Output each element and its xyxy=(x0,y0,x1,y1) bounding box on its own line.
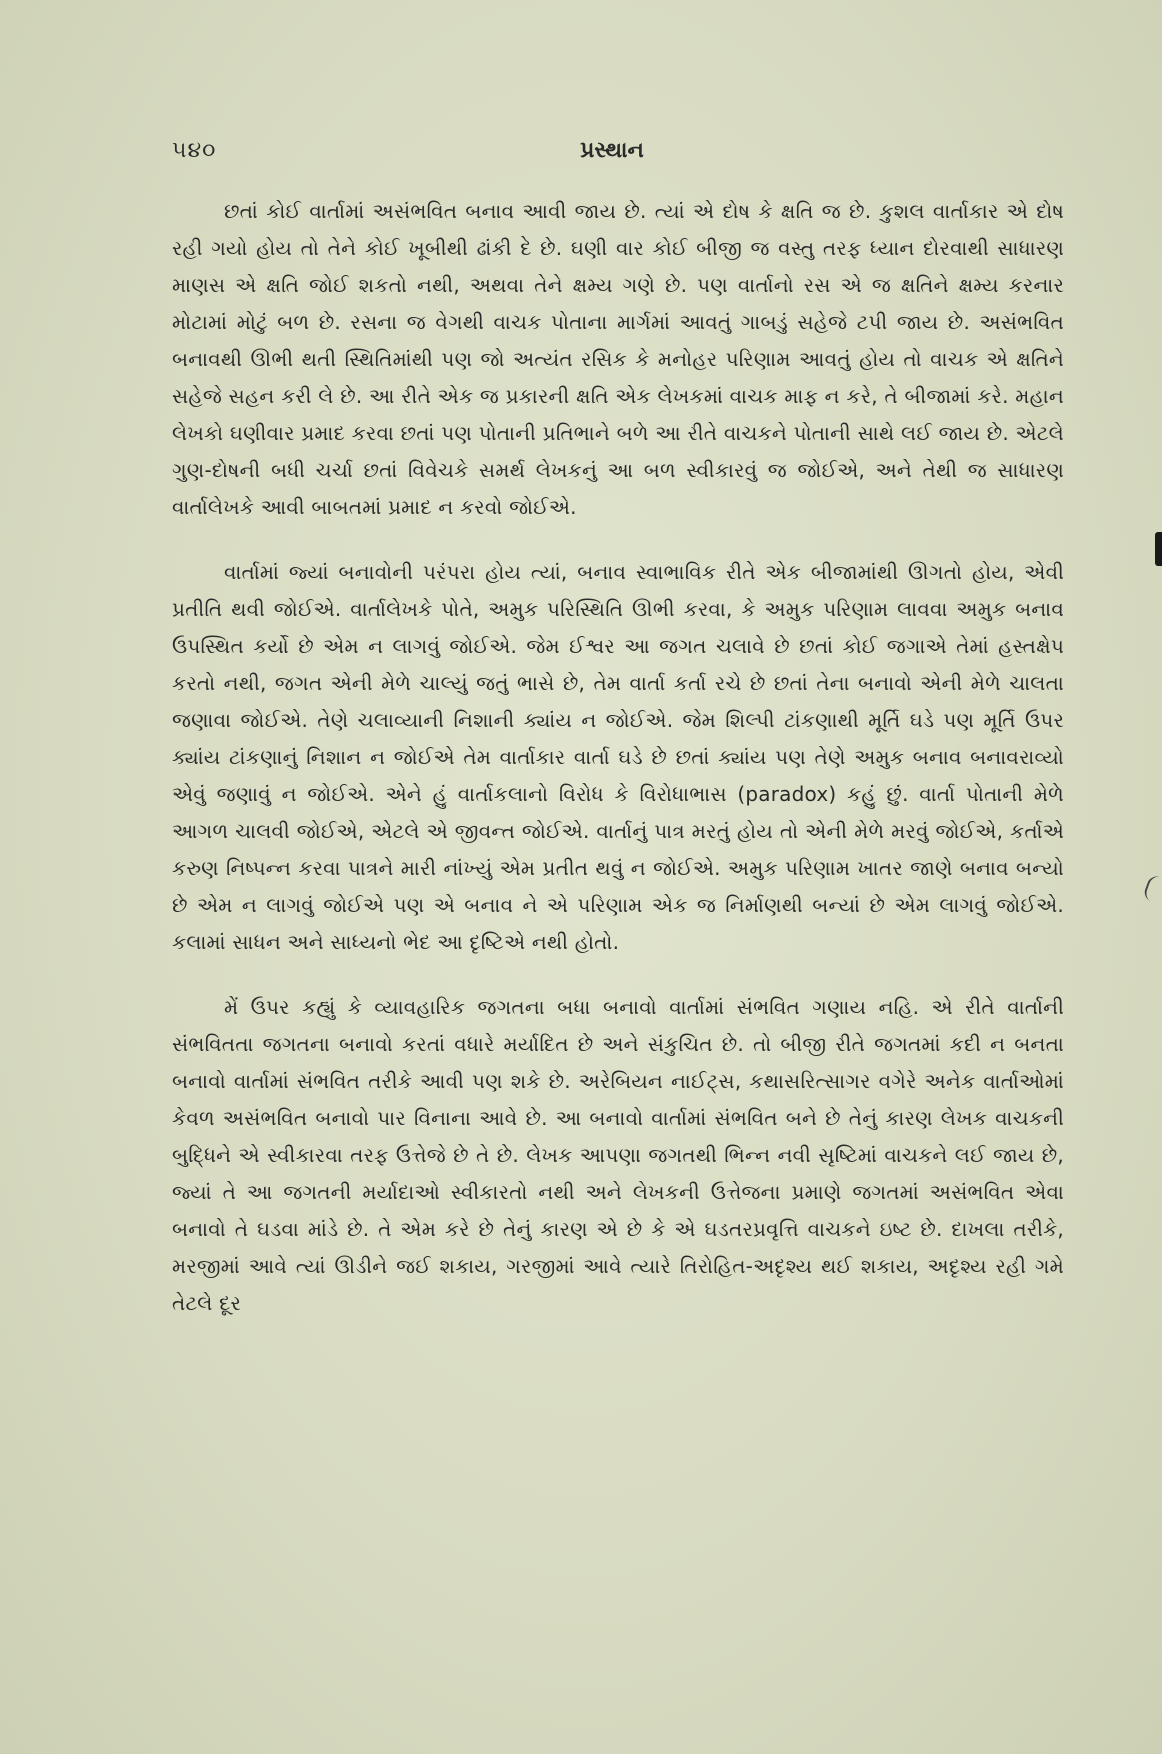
paragraph: છતાં કોઈ વાર્તામાં અસંભવિત બનાવ આવી જાય છે. ત્યાં એ દોષ કે ક્ષતિ જ છે. કુશલ વાર્તાકાર એ દોષ રહી ગયો હોય તો તેને કોઈ ખૂબીથી ઢાંકી દે છે. ઘણી વાર કોઈ બીજી જ વસ્તુ તરફ ધ્યાન દોરવાથી સાધારણ માણસ એ ક્ષતિ જોઈ શકતો નથી, અથવા તેને ક્ષમ્ય ગણે છે. પણ વાર્તાનો રસ એ જ ક્ષતિને ક્ષમ્ય કરનાર મોટામાં મોટું બળ છે. રસના જ વેગથી વાચક પોતાના માર્ગમાં આવતું ગાબડું સહેજે ટપી જાય છે. અસંભવિત બનાવથી ઊભી થતી સ્થિતિમાંથી પણ જો અત્યંત રસિક કે મનોહર પરિણામ આવતું હોય તો વાચક એ ક્ષતિને સહેજે સહન કરી લે છે. આ રીતે એક જ પ્રકારની ક્ષતિ એક લેખકમાં વાચક માફ ન કરે, તે બીજામાં કરે. મહાન લેખકો ઘણીવાર પ્રમાદ કરવા છતાં પણ પોતાની પ્રતિભાને બળે આ રીતે વાચકને પોતાની સાથે લઈ જાય છે. એટલે ગુણ-દોષની બધી ચર્ચા છતાં વિવેચકે સમર્થ લેખકનું આ બળ સ્વીકારવું જ જોઈએ, અને તેથી જ સાધારણ વાર્તાલેખકે આવી બાબતમાં પ્રમાદ ન કરવો જોઈએ. xyxy=(172,199,1064,519)
binding-mark xyxy=(1155,532,1162,566)
paragraph: વાર્તામાં જ્યાં બનાવોની પરંપરા હોય ત્યાં, બનાવ સ્વાભાવિક રીતે એક બીજામાંથી ઊગતો હોય, એવી પ્રતીતિ થવી જોઈએ. વાર્તાલેખકે પોતે, અમુક પરિસ્થિતિ ઊભી કરવા, કે અમુક પરિણામ લાવવા અમુક બનાવ ઉપસ્થિત કર્યો છે એમ ન લાગવું જોઈએ. જેમ ઈશ્વર આ જગત ચલાવે છે છતાં કોઈ જગાએ તેમાં હસ્તક્ષેપ કરતો નથી, જગત એની મેળે ચાલ્યું જતું ભાસે છે, તેમ વાર્તા કર્તા રચે છે છતાં તેના બનાવો એની મેળે ચાલતા જણાવા જોઈએ. તેણે ચલાવ્યાની નિશાની ક્યાંય ન જોઈએ. જેમ શિલ્પી ટાંકણાથી મૂર્તિ ઘડે પણ મૂર્તિ ઉપર ક્યાંય ટાંકણાનું નિશાન ન જોઈએ તેમ વાર્તાકાર વાર્તા ઘડે છે છતાં ક્યાંય પણ તેણે અમુક બનાવ બનાવરાવ્યો એવું જણાવું ન જોઈએ. એને હું વાર્તાકલાનો વિરોધ કે વિરોધાભાસ (paradox) કહું છું. વાર્તા પોતાની મેળે આગળ ચાલવી જોઈએ, એટલે એ જીવન્ત જોઈએ. વાર્તાનું પાત્ર મરતું હોય તો એની મેળે મરવું જોઈએ, કર્તાએ કરુણ નિષ્પન્ન કરવા પાત્રને મારી નાંખ્યું એમ પ્રતીત થવું ન જોઈએ. અમુક પરિણામ ખાતર જાણે બનાવ બન્યો છે એમ ન લાગવું જોઈએ પણ એ બનાવ ને એ પરિણામ એક જ નિર્માણથી બન્યાં છે એમ લાગવું જોઈએ. કલામાં સાધન અને સાધ્યનો ભેદ આ દૃષ્ટિએ નથી હોતો. xyxy=(172,560,1064,954)
running-title: પ્રસ્થાન xyxy=(580,138,644,163)
page-header xyxy=(172,138,1052,172)
edge-mark xyxy=(1142,874,1162,903)
body-text xyxy=(172,193,1064,1322)
paragraph: મેં ઉપર કહ્યું કે વ્યાવહારિક જગતના બધા બનાવો વાર્તામાં સંભવિત ગણાય નહિ. એ રીતે વાર્તાની સંભવિતતા જગતના બનાવો કરતાં વધારે મર્યાદિત છે અને સંકુચિત છે. તો બીજી રીતે જગતમાં કદી ન બનતા બનાવો વાર્તામાં સંભવિત તરીકે આવી પણ શકે છે. અરેબિયન નાઈટ્સ, કથાસરિત્સાગર વગેરે અનેક વાર્તાઓમાં કેવળ અસંભવિત બનાવો પાર વિનાના આવે છે. આ બનાવો વાર્તામાં સંભવિત બને છે તેનું કારણ લેખક વાચકની બુદ્ધિને એ સ્વીકારવા તરફ ઉત્તેજે છે તે છે. લેખક આપણા જગતથી ભિન્ન નવી સૃષ્ટિમાં વાચકને લઈ જાય છે, જ્યાં તે આ જગતની મર્યાદાઓ સ્વીકારતો નથી અને લેખકની ઉત્તેજના પ્રમાણે જગતમાં અસંભવિત એવા બનાવો તે ઘડવા માંડે છે. તે એમ કરે છે તેનું કારણ એ છે કે એ ઘડતરપ્રવૃત્તિ વાચકને ઇષ્ટ છે. દાખલા તરીકે, મરજીમાં આવે ત્યાં ઊડીને જઈ શકાય, ગરજીમાં આવે ત્યારે તિરોહિત-અદૃશ્ય થઈ શકાય, અદૃશ્ય રહી ગમે તેટલે દૂર xyxy=(172,995,1064,1315)
page-number: ૫૪૦ xyxy=(172,138,217,163)
